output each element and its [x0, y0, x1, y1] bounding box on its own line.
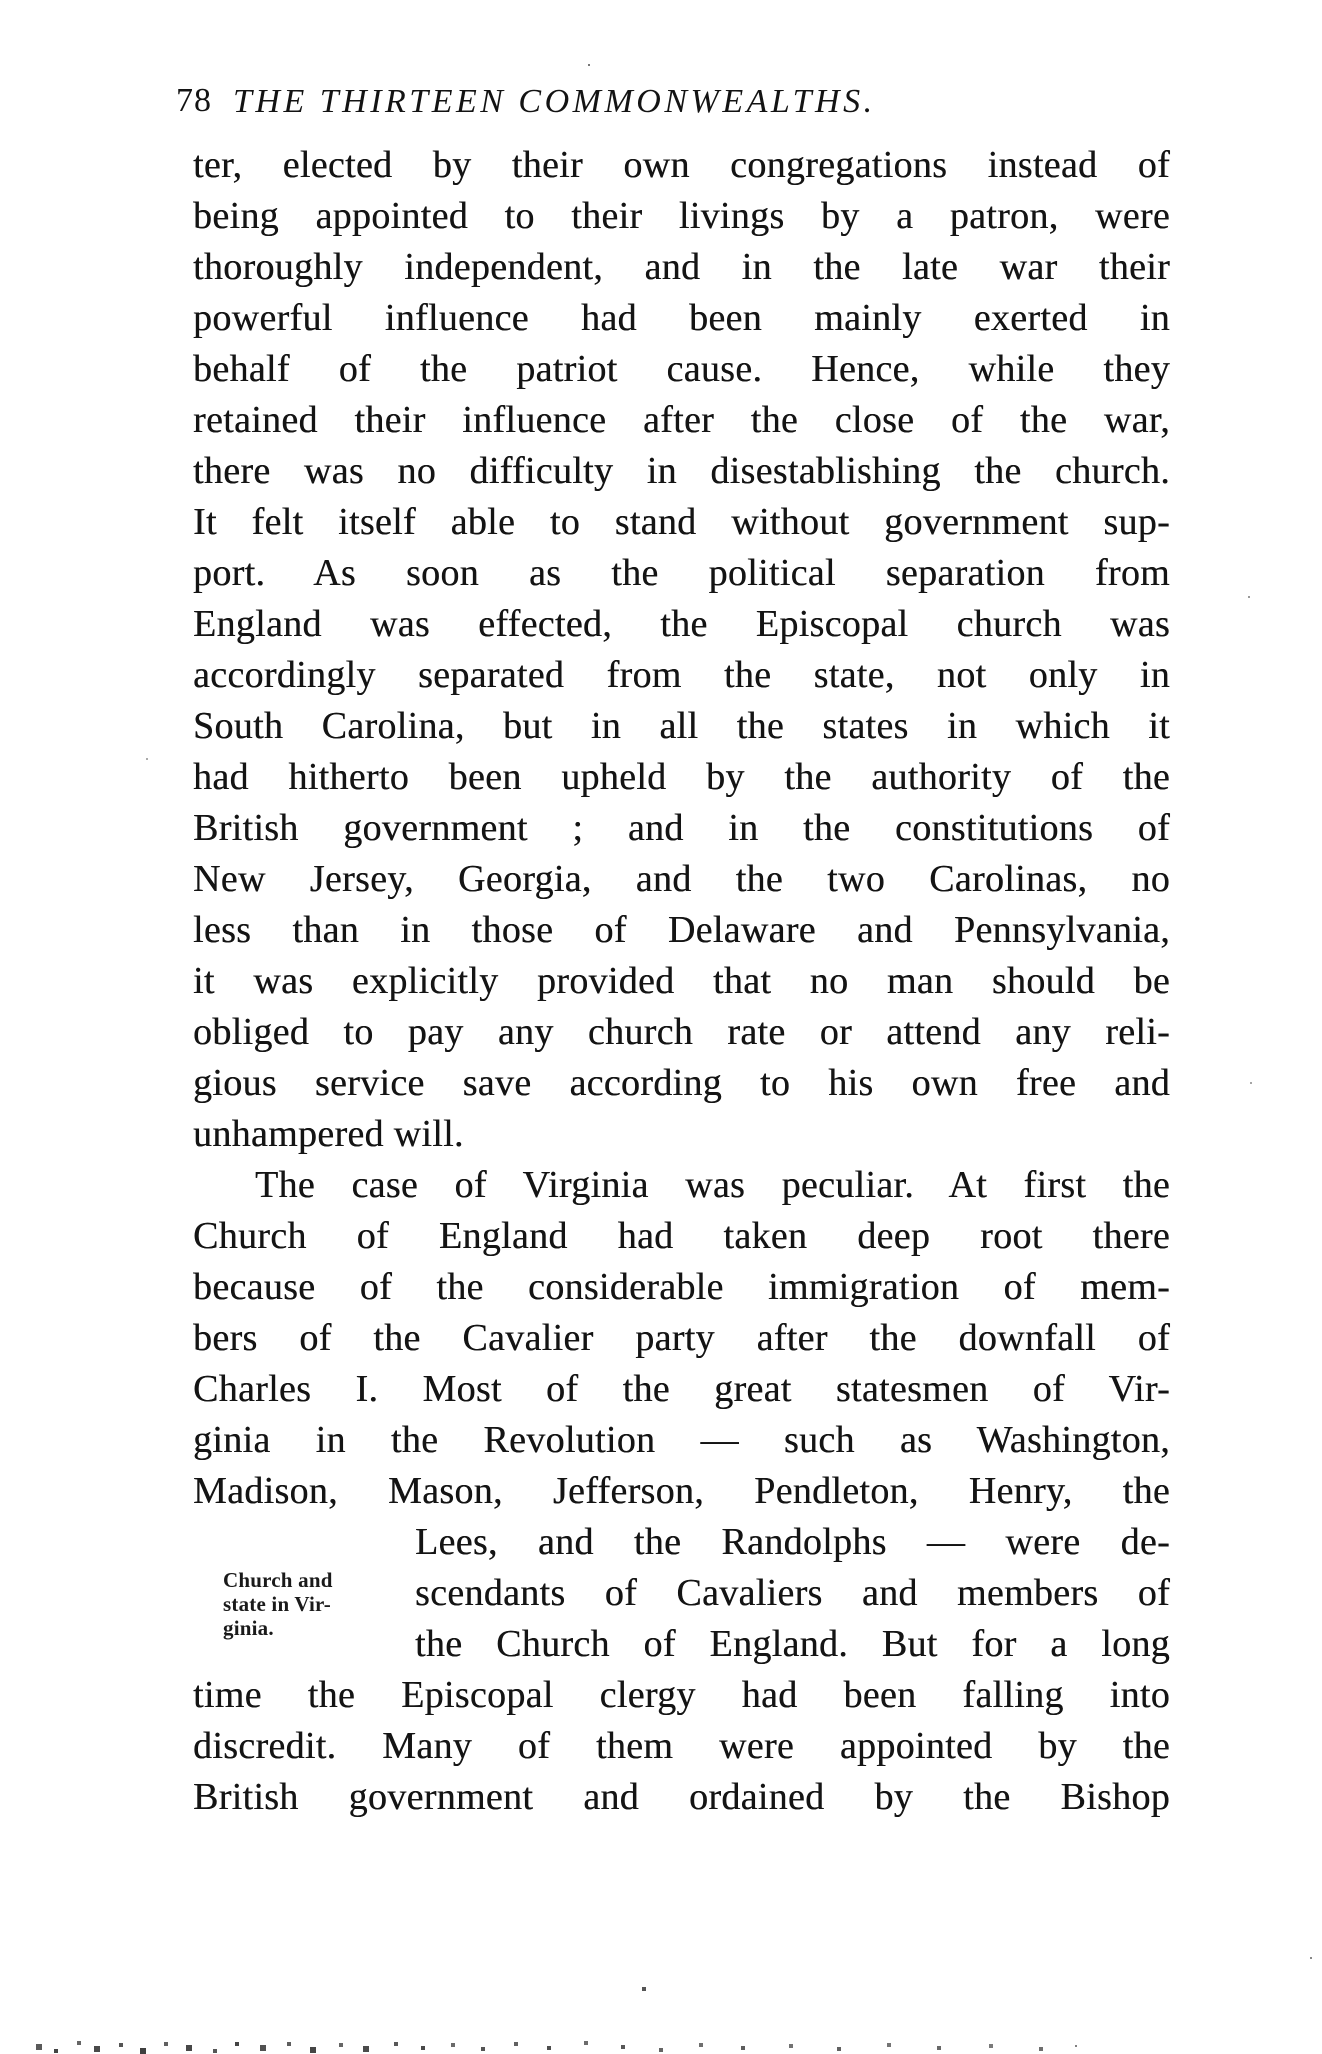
text-line: discredit. Many of them were appointed by the [193, 1725, 1170, 1767]
text-line: less than in those of Delaware and Pennsylvania, [193, 909, 1170, 951]
page-number: 78 [176, 82, 212, 119]
running-title: THE THIRTEEN COMMONWEALTHS. [233, 83, 876, 120]
scan-noise-strip [0, 0, 2, 2]
text-line: accordingly separated from the state, not only in [193, 654, 1170, 696]
text-line: because of the considerable immigration of mem- [193, 1266, 1170, 1308]
text-line: ginia in the Revolution — such as Washington, [193, 1419, 1170, 1461]
text-line: had hitherto been upheld by the authority of the [193, 756, 1170, 798]
text-line: it was explicitly provided that no man should be [193, 960, 1170, 1002]
text-line: England was effected, the Episcopal church was [193, 603, 1170, 645]
text-line: powerful influence had been mainly exerted in [193, 297, 1170, 339]
sidenote [223, 1568, 403, 1640]
text-line: South Carolina, but in all the states in which it [193, 705, 1170, 747]
text-line: port. As soon as the political separation from [193, 552, 1170, 594]
text-line: Madison, Mason, Jefferson, Pendleton, Henry, the [193, 1470, 1170, 1512]
text-line: bers of the Cavalier party after the downfall of [193, 1317, 1170, 1359]
text-line: British government and ordained by the Bishop [193, 1776, 1170, 1818]
text-line: Charles I. Most of the great statesmen of Vir- [193, 1368, 1170, 1410]
text-line: Lees, and the Randolphs — were de- [415, 1521, 1170, 1563]
text-line: thoroughly independent, and in the late war their [193, 246, 1170, 288]
text-line: scendants of Cavaliers and members of [415, 1572, 1170, 1614]
text-line: gious service save according to his own free and [193, 1062, 1170, 1104]
text-line: behalf of the patriot cause. Hence, while they [193, 348, 1170, 390]
sidenote-line: Church and [223, 1568, 333, 1592]
body-text [193, 140, 1170, 1823]
text-line: the Church of England. But for a long [415, 1623, 1170, 1665]
text-line: Church of England had taken deep root there [193, 1215, 1170, 1257]
text-line: there was no difficulty in disestablishing the church. [193, 450, 1170, 492]
text-line: British government ; and in the constitutions of [193, 807, 1170, 849]
text-line: It felt itself able to stand without government sup- [193, 501, 1170, 543]
text-line: being appointed to their livings by a patron, were [193, 195, 1170, 237]
text-line: unhampered will. [193, 1113, 464, 1155]
text-line: retained their influence after the close of the war, [193, 399, 1170, 441]
sidenote-line: state in Vir- [223, 1592, 331, 1616]
text-line: time the Episcopal clergy had been falling into [193, 1674, 1170, 1716]
text-line: ter, elected by their own congregations instead of [193, 144, 1170, 186]
text-line: New Jersey, Georgia, and the two Carolinas, no [193, 858, 1170, 900]
text-line: The case of Virginia was peculiar. At first the [255, 1164, 1170, 1206]
sidenote-line: ginia. [223, 1616, 274, 1640]
text-line: obliged to pay any church rate or attend any reli- [193, 1011, 1170, 1053]
